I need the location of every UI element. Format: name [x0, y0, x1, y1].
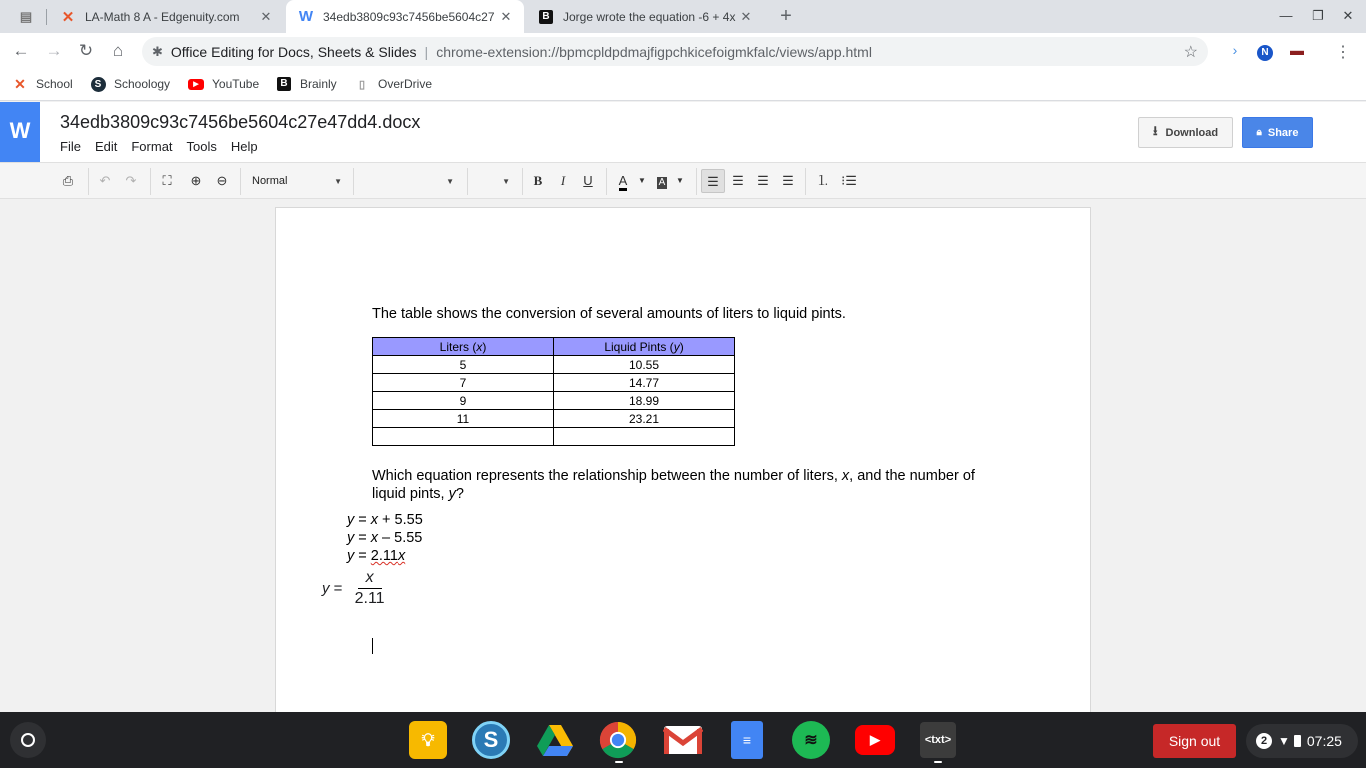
back-icon[interactable]: ←: [12, 41, 30, 60]
chrome-icon[interactable]: [599, 721, 637, 759]
tab-title: Jorge wrote the equation -6 + 4x: [563, 9, 736, 24]
menu-tools[interactable]: Tools: [186, 139, 217, 154]
intro-paragraph: The table shows the conversion of several amounts of liters to liquid pints.: [372, 306, 846, 322]
new-tab-button[interactable]: +: [780, 5, 792, 27]
table-cell: 18.99: [554, 392, 735, 410]
zoom-out-icon[interactable]: ⊖: [216, 173, 228, 188]
question-line: liquid pints, y?: [372, 486, 464, 502]
table-cell: 14.77: [554, 374, 735, 392]
running-indicator: [934, 761, 942, 763]
docs-icon[interactable]: ≡: [731, 721, 763, 759]
chevron-down-icon[interactable]: ▼: [676, 176, 684, 185]
answer-choice-b: y = x – 5.55: [347, 530, 423, 546]
style-value: Normal: [252, 175, 288, 187]
n-extension-icon[interactable]: N: [1256, 42, 1274, 61]
toolbar-divider: [696, 168, 697, 195]
question-paragraph: [372, 467, 975, 503]
wifi-icon: ▼: [1278, 734, 1290, 748]
status-tray[interactable]: [1246, 724, 1358, 758]
answer-choice-c: y = 2.11x: [347, 548, 406, 564]
menu-edit[interactable]: Edit: [94, 139, 118, 154]
document-title[interactable]: 34edb3809c93c7456be5604c27e47dd4.docx: [60, 112, 421, 132]
omnibox-divider: |: [424, 43, 429, 60]
overdrive-icon: ▯: [358, 78, 366, 91]
close-icon[interactable]: ✕: [500, 8, 512, 24]
zoom-in-icon[interactable]: ⊕: [190, 173, 202, 188]
bookmark-star-icon[interactable]: ☆: [1183, 43, 1198, 61]
download-icon: ⭳: [1152, 122, 1158, 138]
fraction-numerator: x: [358, 569, 382, 589]
align-right-icon[interactable]: ☰: [757, 173, 769, 188]
bookmark-school[interactable]: [12, 76, 73, 92]
fit-page-icon[interactable]: ⛶: [162, 173, 172, 188]
schoology-icon: S: [90, 76, 106, 92]
table-row: [373, 356, 735, 374]
bold-button[interactable]: B: [533, 173, 543, 188]
bookmark-overdrive[interactable]: [354, 76, 432, 92]
text-cursor: [372, 638, 373, 654]
brainly-icon: B: [276, 76, 292, 92]
table-cell: 5: [373, 356, 554, 374]
answer-choice-d: [322, 569, 385, 608]
table-cell: 10.55: [554, 356, 735, 374]
toolbar-divider: [467, 168, 468, 195]
reload-icon[interactable]: ↻: [78, 41, 94, 60]
align-left-icon[interactable]: ☰: [701, 169, 725, 193]
menu-help[interactable]: Help: [230, 139, 258, 154]
conversion-table: [372, 337, 735, 446]
text-editor-icon[interactable]: <txt>: [920, 722, 956, 758]
youtube-icon[interactable]: ▶: [855, 725, 895, 755]
redo-icon[interactable]: ↷: [125, 173, 137, 188]
edgenuity-icon: ✕: [61, 8, 75, 26]
table-cell: [554, 428, 735, 446]
font-size-dropdown[interactable]: [475, 169, 510, 193]
formatting-toolbar: [0, 162, 1366, 199]
tab-brainly[interactable]: [526, 0, 764, 33]
gmail-logo: [663, 725, 703, 755]
close-icon[interactable]: ✕: [740, 8, 752, 24]
schoology-icon[interactable]: S: [472, 721, 510, 759]
arrow-extension-icon[interactable]: ›: [1232, 42, 1238, 58]
table-row: [373, 410, 735, 428]
toolbar-divider: [88, 168, 89, 195]
toolbar-divider: [606, 168, 607, 195]
browser-toolbar: [0, 33, 1366, 70]
fraction-denominator: 2.11: [354, 590, 385, 607]
clock: 07:25: [1306, 733, 1342, 749]
home-icon[interactable]: ⌂: [112, 41, 124, 60]
address-bar[interactable]: [142, 37, 1208, 66]
highlight-glyph: A: [658, 177, 666, 188]
tab-title: LA-Math 8 A - Edgenuity.com: [85, 9, 240, 24]
toolbar-divider: [150, 168, 151, 195]
bookmark-label: Brainly: [300, 77, 337, 91]
italic-button[interactable]: I: [560, 173, 566, 188]
print-icon[interactable]: ⎙: [62, 173, 74, 188]
puzzle-icon: ✱: [152, 43, 163, 59]
share-button[interactable]: [1242, 117, 1313, 148]
bookmark-brainly[interactable]: [276, 76, 337, 92]
chevron-down-icon: ▼: [502, 176, 510, 186]
youtube-icon: ▶: [188, 76, 204, 92]
notification-count: 2: [1256, 733, 1272, 749]
fraction-lhs: y: [322, 580, 330, 597]
launcher-button[interactable]: [10, 722, 46, 758]
bookmark-label: OverDrive: [378, 77, 433, 91]
numbered-list-icon[interactable]: ⒈: [816, 173, 830, 188]
menu-file[interactable]: File: [60, 139, 81, 154]
drive-logo: [536, 723, 574, 757]
notebook-icon: ▤: [19, 8, 33, 24]
forward-icon[interactable]: →: [45, 41, 63, 60]
brainly-icon: B: [538, 9, 554, 25]
bookmark-label: YouTube: [212, 77, 260, 91]
lock-icon: 🔒︎: [1256, 127, 1262, 138]
app-header: [0, 102, 1366, 162]
answer-choice-a: y = x + 5.55: [347, 512, 423, 528]
word-w-icon: W: [298, 8, 314, 25]
chevron-down-icon: ▼: [446, 176, 454, 186]
toolbar-divider: [353, 168, 354, 195]
table-row: [373, 392, 735, 410]
chrome-logo: [599, 720, 637, 760]
chevron-down-icon: ▼: [334, 176, 342, 186]
toolbar-divider: [522, 168, 523, 195]
menu-format[interactable]: Format: [131, 139, 173, 154]
table-header: Liquid Pints (y): [554, 338, 735, 356]
school-x-icon: ✕: [14, 75, 26, 92]
bookmark-youtube[interactable]: [188, 76, 259, 92]
table-header-row: [373, 338, 735, 356]
download-label: Download: [1165, 126, 1219, 139]
table-cell: 7: [373, 374, 554, 392]
drive-icon[interactable]: [536, 721, 574, 759]
close-icon[interactable]: ✕: [260, 8, 272, 24]
keep-icon[interactable]: 💡︎: [409, 721, 447, 759]
launcher-icon: [21, 733, 35, 747]
bookmark-label: School: [36, 77, 73, 91]
tab-document[interactable]: [286, 0, 524, 33]
close-window-icon[interactable]: ✕: [1342, 8, 1354, 23]
font-family-dropdown[interactable]: [362, 169, 454, 193]
word-logo: W: [0, 102, 40, 162]
url-text: chrome-extension://bpmcpldpdmajfigpchkicefoigmkfalc/views/app.html: [436, 43, 872, 60]
bookmark-schoology[interactable]: [90, 76, 170, 92]
tab-notebook[interactable]: [6, 0, 46, 33]
toolbar-divider: [805, 168, 806, 195]
download-button[interactable]: [1138, 117, 1233, 148]
bookmark-label: Schoology: [114, 77, 171, 91]
fraction-equals: =: [329, 580, 347, 597]
tab-title: 34edb3809c93c7456be5604c27: [323, 9, 495, 24]
toolbar-divider: [240, 168, 241, 195]
os-shelf: [0, 712, 1366, 768]
spotify-icon[interactable]: ≋: [792, 721, 830, 759]
menu-bar: [60, 139, 272, 154]
bulleted-list-icon[interactable]: ⁝☰: [841, 173, 857, 188]
battery-icon: [1294, 735, 1301, 747]
restore-icon[interactable]: ❐: [1312, 8, 1324, 23]
undo-icon[interactable]: ↶: [99, 173, 111, 188]
gmail-icon[interactable]: [663, 721, 703, 759]
tab-strip: [0, 0, 1366, 33]
question-line: Which equation represents the relationship between the number of liters, x, and the number of: [372, 468, 975, 484]
align-justify-icon[interactable]: ☰: [782, 173, 794, 188]
table-row: [373, 374, 735, 392]
more-menu-icon[interactable]: ⋮: [1335, 44, 1351, 61]
document-page[interactable]: [275, 207, 1091, 727]
share-label: Share: [1267, 126, 1299, 139]
tab-edgenuity[interactable]: [48, 0, 284, 33]
tab-separator: [46, 9, 47, 25]
chevron-down-icon[interactable]: ▼: [638, 176, 646, 185]
text-color-glyph: A: [619, 173, 628, 191]
document-canvas: [0, 200, 1366, 712]
sign-out-button[interactable]: Sign out: [1153, 724, 1236, 758]
table-cell: 23.21: [554, 410, 735, 428]
fraction: [355, 569, 385, 608]
bookmarks-bar: [0, 70, 1366, 101]
align-center-icon[interactable]: ☰: [732, 173, 744, 188]
table-header: Liters (x): [373, 338, 554, 356]
spellcheck-underline: 2.11x: [370, 548, 406, 564]
site-name: Office Editing for Docs, Sheets & Slides: [170, 43, 417, 60]
cap-extension-icon[interactable]: ▬: [1290, 42, 1304, 58]
paragraph-style-dropdown[interactable]: [252, 169, 342, 193]
table-cell: [373, 428, 554, 446]
table-row: [373, 428, 735, 446]
running-indicator: [615, 761, 623, 763]
table-cell: 11: [373, 410, 554, 428]
minimize-icon[interactable]: —: [1279, 8, 1293, 23]
table-cell: 9: [373, 392, 554, 410]
underline-button[interactable]: U: [583, 173, 593, 188]
